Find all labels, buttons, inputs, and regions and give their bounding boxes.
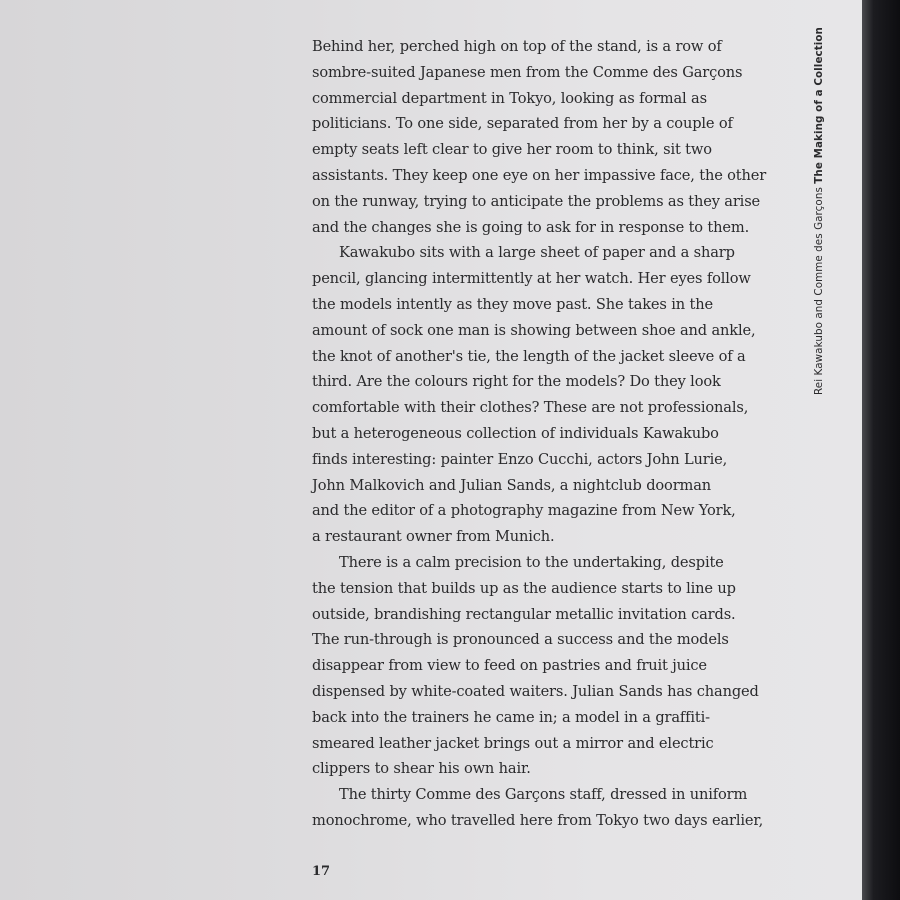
running-head-author: Rei Kawakubo and Comme des Garçons	[813, 187, 825, 395]
text-line: dispensed by white-coated waiters. Julian Sands has changed	[312, 682, 759, 700]
text-line: the knot of another's tie, the length of the jacket sleeve of a	[312, 347, 746, 365]
text-line: disappear from view to feed on pastries and fruit juice	[312, 657, 707, 675]
text-line: sombre-suited Japanese men from the Comme des Garçons	[312, 63, 743, 81]
text-line: empty seats left clear to give her room to think, sit two	[312, 141, 712, 159]
text-line: pencil, glancing intermittently at her watch. Her eyes follow	[312, 270, 751, 288]
text-line: and the changes she is going to ask for in response to them.	[312, 218, 750, 236]
text-line: monochrome, who travelled here from Tokyo two days earlier,	[312, 811, 764, 829]
text-line: outside, brandishing rectangular metallic invitation cards.	[312, 605, 736, 623]
text-line: politicians. To one side, separated from her by a couple of	[312, 115, 733, 133]
text-line: The run-through is pronounced a success and the models	[312, 631, 729, 649]
text-line: There is a calm precision to the undertaking, despite	[339, 553, 724, 571]
text-line: assistants. They keep one eye on her impassive face, the other	[312, 166, 767, 184]
running-head-title: The Making of a Collection	[813, 27, 825, 184]
text-line: and the editor of a photography magazine from New York,	[312, 502, 736, 520]
text-line: back into the trainers he came in; a model in a graffiti-	[312, 708, 710, 726]
text-line: smeared leather jacket brings out a mirror and electric	[312, 734, 714, 752]
page-number: 17	[312, 864, 331, 879]
text-line: John Malkovich and Julian Sands, a nightclub doorman	[312, 476, 712, 494]
text-line: commercial department in Tokyo, looking as formal as	[312, 89, 707, 107]
text-line: Kawakubo sits with a large sheet of paper and a sharp	[339, 244, 735, 262]
text-line: but a heterogeneous collection of individuals Kawakubo	[312, 424, 719, 442]
page-gutter-shadow	[862, 0, 900, 900]
text-line: The thirty Comme des Garçons staff, dressed in uniform	[339, 786, 748, 804]
text-line: comfortable with their clothes? These are not professionals,	[312, 399, 749, 417]
text-line: third. Are the colours right for the models? Do they look	[312, 373, 721, 391]
text-line: the tension that builds up as the audience starts to line up	[312, 579, 736, 597]
text-line: on the runway, trying to anticipate the problems as they arise	[312, 192, 761, 210]
text-line: amount of sock one man is showing between shoe and ankle,	[312, 321, 756, 339]
text-line: Behind her, perched high on top of the stand, is a row of	[312, 38, 722, 55]
body-text	[312, 34, 812, 834]
text-line: the models intently as they move past. She takes in the	[312, 295, 713, 313]
text-line: finds interesting: painter Enzo Cucchi, actors John Lurie,	[312, 450, 728, 468]
text-line: a restaurant owner from Munich.	[312, 528, 555, 546]
running-head	[813, 15, 825, 395]
text-line: clippers to shear his own hair.	[312, 760, 531, 778]
